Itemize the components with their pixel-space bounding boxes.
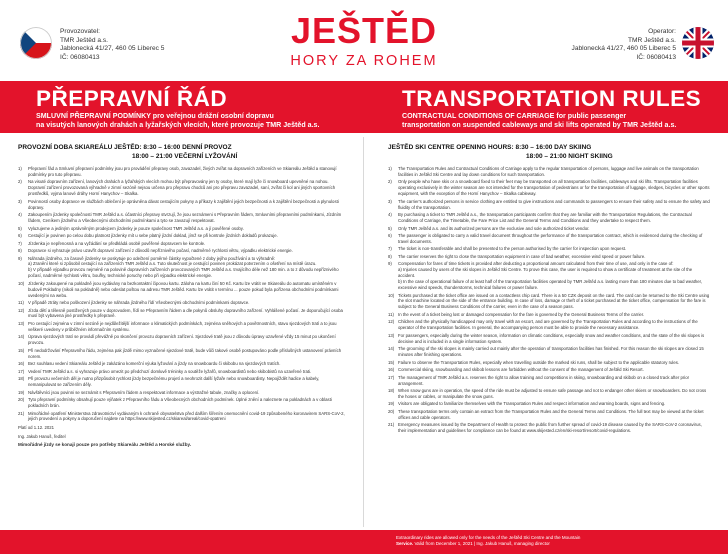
operator-street-cz: Jablonecká 41/27, 460 05 Liberec 5 [60,45,165,53]
rule-text: Zakoupením jízdenky společnosti TMR Ještěd a.s. účastníci přepravy stvrzují, že jsou seznámeni s Přepravním řádem, Smluvními přepravními podmínkami, Jízdním řádem, Ceníkem jízdného a Všeobecnými obchodními podmínkami a tyto se zavazují respektovat. [28,212,342,224]
rule-number: 8) [388,253,392,259]
rule-text: Children and the physically handicapped may only travel with an escort, and are governed by the Transportation Rules and according to the instructions of the operator of the transportation facilities. In general, the accompanying person must be able to provide the necessary assistance. [398,319,698,331]
rule-text: Visitors are obligated to familiarize themselves with the Transportation Rules and respect information and warning boards, signs and fencing. [398,401,666,407]
operator-company-cz: TMR Ještěd a.s. [60,36,109,44]
operator-ico-cz: IČ: 06080413 [60,53,100,61]
rule-number: 11) [388,311,394,317]
rule-item [388,360,710,366]
rule-text: Jízdenky zakoupené na pokladně jsou vydávány na bezkontaktní čipovou kartu. Záloha na kartu činí 50 Kč. Kartu lze vrátit ve Skiareálu do automatu umístěném v budově Pokladny (nikoli na pokladně) nebo odeslat poštou na adresu TMR Ještěd. Kartu lze vrátit v termínu ... pouze pokud byla pořízena obchodními podmínkami uvedenými na webu. [28,280,339,298]
rules-list-cz [18,166,346,422]
rule-number: 2) [18,179,22,185]
rule-number: 21) [18,410,25,416]
rule-text: Povinností osoby dopravce ve službách oblečení je oprávněna dávat cestujícím pokyny a příkazy k zajištění jejich bezpečnosti a k zajištění bezpečnosti a plynulosti dopravy. [28,198,339,210]
rule-item [388,422,710,434]
rule-number: 10) [388,292,395,298]
rule-number: 5) [18,225,22,231]
subtitle-en-line1: CONTRACTUAL CONDITIONS OF CARRIAGE for public passenger [402,112,627,120]
page-title-en: TRANSPORTATION RULES [402,86,702,111]
rule-item [388,226,710,232]
signature-cz: Ing. Jakub Hanuš, ředitel [18,434,66,440]
rule-text: Při nedodržování Přepravního řádu, zejména pak jízdě mimo vyznačené sjezdové tratě, bude vůči takové osobě postupováno podle příslušných ustanovení právních norem. [28,347,342,359]
rule-item [18,334,346,346]
rule-number: 4) [388,212,392,218]
rule-text: The Transportation Rules and Contractual Conditions of Carriage apply to the regular transportation of persons, luggage and live animals on the transportation facilities in Ještěd Ski Centre and lay down conditions for such transportation. [398,166,699,177]
footer-line2 [396,541,580,547]
operator-role-cz: Provozovatel: [60,28,100,35]
rule-text: Při provozu večerních děl je nutno přizpůsobit rychlost jízdy bezpečnému projetí a neohrozit další lyžaře nebo snowboardisty. Nepojíždět hadice a kabely, nemanipulovat se zařízením děly. [28,376,320,388]
rule-item [18,348,346,360]
rule-number: 1) [388,166,392,171]
rule-item [18,166,346,178]
rule-item [18,308,346,320]
jested-tagline: HORY ZA ROHEM [290,53,438,69]
rule-item [388,409,710,421]
rule-text: By purchasing a ticket to TMR Ještěd a.s., the transportation participants confirm that they are familiar with the Transportation Regulations, the Contractual Conditions of Carriage, the Timetable, the Fare Price List and the General Terms and Conditions and they undertake to respect them. [398,212,692,224]
rule-item [388,179,710,197]
rule-item [388,261,710,291]
rule-item [388,346,710,358]
rule-item [388,293,710,311]
rule-item [18,397,346,409]
rule-item [388,199,710,211]
header [0,0,728,80]
rule-item [18,321,346,333]
rule-text: In the event of a ticket being lost or damaged compensation for the fare is governed by the General Business Terms of the carrier. [398,311,645,317]
rule-number: 6) [18,233,22,239]
rule-item [18,300,346,306]
rule-number: 6) [388,233,392,239]
rule-number: 9) [388,261,392,267]
rule-item [18,248,346,254]
rule-text: Emergency measures issued by the Department of Health to protect the public from further spread of covid-19 disease caused by the SARS-CoV-2 coronavirus, their implementation and guidelines for compliance can be found at www.skijested.cz/en/ski-resort/resort/covid-regulations. [398,422,702,434]
valid-from-cz: Platí od 1.12. 2021 [18,425,55,431]
rule-number: 17) [388,374,395,380]
rule-item [388,375,710,387]
rule-text: Přepravní řád a Smluvní přepravní podmínky jsou pro provádění přepravy osob, zavazadel, živých zvířat na dopravních zařízeních ve Skiareálu Ještěd a stanovují podmínky pro tuto přepravu. [28,166,337,177]
rule-item [18,390,346,396]
rule-text: Vedení TMR Ještěd a.s. si vyhrazuje právo omezit po předchozí domluvě tréninky a soutěže lyžařů, snowboardistů nebo skibobistů na uzavřené trati. [28,368,312,374]
rule-number: 20) [18,397,25,403]
rule-number: 16) [388,367,395,373]
rule-item [18,179,346,197]
rule-item [388,246,710,252]
rule-number: 11) [18,300,24,306]
rule-text: Failure to observe the Transportation Rules, especially when travelling outside the marked ski runs, shall be subject to the applicable statutory rules. [398,359,680,365]
jested-logo: JEŠTĚD [290,10,438,51]
rule-number: 4) [18,212,22,218]
rule-number: 2) [388,179,392,185]
rule-number: 19) [388,401,395,407]
rule-number: 16) [18,361,25,367]
operator-street-en: Jablonecká 41/27, 460 05 Liberec 5 [571,45,676,53]
rule-number: 19) [18,389,25,395]
rule-number: 15) [18,347,25,353]
rule-item [18,361,346,367]
rules-column-cz [18,144,346,448]
rule-text: Mimořádné opatření Ministerstva zdravotnictví vydávaným k ochraně obyvatelstva před dalším šířením onemocnění covid-19 způsobeného koronavirem SARS-CoV-2, jejich provedení a pokyny a doporučení najdete na https://www.skijested.cz/skiareal/areal/covid-opatreni [28,410,345,422]
rule-text: These transportation terms only contain an extract from the Transportation Rules and the General Terms and Conditions. The full text may be viewed at the ticket offices and cable operators. [398,408,704,420]
rule-number: 3) [18,198,22,204]
rule-text: The passenger is obligated to carry a valid travel document throughout the performance of the transportation contract, which is evidenced during the checking of travel documents. [398,233,703,244]
rule-text: Jízdenka je nepřenosná a na vyžádání se předkládá osobě pověřené dopravcem ke kontrole. [28,240,206,246]
rule-number: 1) [18,166,22,171]
page-title-cz: PŘEPRAVNÍ ŘÁD [36,86,228,111]
rule-number: 12) [388,319,395,325]
footer-service: Service. [396,541,414,547]
rule-item [388,401,710,407]
rule-number: 13) [18,320,25,326]
rule-item [18,199,346,211]
rule-text: Vyluzujeme a jediným oprávněným prodejcem jízdenky je pouze společnost TMR Ještěd a.s. a jí pověřené osoby. [28,225,244,231]
rule-number: 3) [388,198,392,204]
rule-text: Commercial skiing, snowboarding and skibob lessons are forbidden without the consent of the management of Ještěd Ski Resort. [398,367,644,373]
opening-hours-en [388,144,710,161]
rule-text: Tickets purchased at the ticket office are issued on a contactless chip card. There is a 50 CZK deposit on the card. The card can be returned to the Ski Centre using the slot machine located on the side of the entrance building. In case of loss, damage or theft of a ticket purchased at the ticket office, compensation for the fare is subject to the General Business Conditions of the carrier, even in the case of a season pass. [398,292,710,310]
opening-hours-cz-day: PROVOZNÍ DOBA SKIAREÁLU JEŠTĚD: 8:30 – 16:00 DENNÍ PROVOZ [18,144,232,151]
title-banner [0,81,728,133]
rule-item [18,281,346,299]
opening-hours-cz [18,144,346,161]
rule-number: 10) [18,280,25,286]
rule-text: The grooming of the ski slopes is mainly carried out mainly after the operation of transportation facilities has finished. For this reason the ski slopes are closed 15 minutes after finishing operations. [398,346,704,358]
rule-item [388,254,710,260]
opening-hours-en-day: JEŠTĚD SKI CENTRE OPENING HOURS: 8:30 – 16:00 DAY SKIING [388,144,592,151]
rule-number: 17) [18,368,25,374]
rule-text: Only people who have skis or a snowboard fixed to their feet may be transported on all transportation facilities, cableways and ski lifts. Transportation facilities operating exclusively in the winter season are not intended for the transportation of pedestrians or for the transportation of luggage, sledges, bicycles or other sports equipment, with the exception of the Horní Hanychov – Skalka cableway. [398,179,710,197]
column-divider [363,137,364,527]
rule-number: 21) [388,422,395,428]
operator-company-en: TMR Ještěd a.s. [627,36,676,44]
rule-text: Dopravce si vyhrazuje právo uzavřít dopravní zařízení z důvodů nepříznivého počasí, nadměrné rychlosti větru, výpadku elektrické energie. [28,248,293,254]
rule-number: 14) [18,334,25,340]
rule-item [388,388,710,400]
rule-text: Compensation for fares of time tickets is provided after deducting a proportional amount calculated from their time of use, and only in the case of: a) Injuries caused by users of the ski slopes in Ještěd Ski Centre. To prove this case, the user is required to show a certificate of treatment at the site of the accident. b) In the case of operational failure of at least half of the transportation facilities operated by TMR Ještěd a.s. lasting more than 180 minutes due to bad weather, excessive wind speeds, thunderstorms, technical failures or power failure. [398,261,702,291]
rule-number: 20) [388,408,395,414]
subtitle-cz-line2: na visutých lanových drahách a lyžařských vlecích, které provozuje TMR Ještěd a.s. [36,121,320,129]
rule-text: The management of TMR Ještěd a.s. reserves the right to allow training and competitions in skiing, snowboarding and skibob on a closed track after prior arrangement. [398,374,690,386]
rule-number: 5) [388,225,392,231]
rule-item [388,319,710,331]
rule-text: The carrier's authorized persons in service clothing are entitled to give instructions and commands to passengers to ensure their safety and to ensure the safety and fluidity of the transportation. [398,198,710,210]
rule-item [18,369,346,375]
rule-item [18,212,346,224]
rule-text: V případě ztráty nebo poškození jízdenky se náhrada jízdného řídí Všeobecnými obchodními podmínkami dopravce. [28,300,250,306]
rule-text: For passengers, especially during the winter season, information on climatic conditions, especially snow and weather conditions, and the state of the ski slopes is decisive and is included in a single information system. [398,332,705,344]
footer-valid-from: Valid from December 1, 2021 | Ing. Jakub Hanuš, managing director [413,541,550,547]
uk-flag-icon [682,27,714,59]
rule-item [18,241,346,247]
extraordinary-rides-note-cz: Mimořádné jízdy se konají pouze pro potřeby Skiareálu Ještěd a Horské služby. [18,442,191,448]
rule-item [388,166,710,178]
rule-text: The ticket is non-transferable and shall be presented to the person authorised by the carrier for inspection upon request. [398,246,627,252]
rule-text: Bez souhlasu vedení Skiareálu Ještěd je zakázáno komerční výuka lyžování a jízdy na snowboardu či skibobu na sjezdových tratích. [28,361,281,367]
rule-text: Úprava sjezdových tratí se provádí převážně po skončení provozu dopravních zařízení. Sjezdové tratě jsou z důvodu úpravy uzavřené vždy 15 minut po ukončení provozu. [28,334,336,346]
rule-number: 7) [388,246,392,252]
rule-text: Cestující je povinen po celou dobu platnost jízdenky mít u sebe platný jízdní doklad, jímž se při kontrole jízdních dokladů prokazuje. [28,233,278,239]
operator-address-en [572,28,676,62]
opening-hours-en-night: 18:00 – 21:00 NIGHT SKIING [526,152,613,160]
rule-item [388,233,710,245]
subtitle-en-line2: transportation on suspended cableways and ski lifts operated by TMR Ještěd a.s. [402,121,677,129]
rule-item [388,367,710,373]
rule-number: 14) [388,346,395,352]
rule-text: When snow guns are in operation, the speed of the ride must be adjusted to ensure safe passage and not to endanger other skiers or snowboarders. Do not cross the hoses or cables, or manipulate the snow guns. [398,388,707,399]
rule-number: 12) [18,307,25,313]
subtitle-cz-line1: SMLUVNÍ PŘEPRAVNÍ PODMÍNKY pro veřejnou drážní osobní dopravu [36,112,274,120]
rule-number: 13) [388,332,395,338]
rule-number: 18) [18,376,25,382]
operator-ico-en: IČ: 06080413 [636,53,676,61]
rule-item [388,212,710,224]
footer-line1: Extraordinary rides are allowed only for the needs of the Ještěd Ski Centre and the Mountain [396,535,581,540]
footer-bar [0,530,728,554]
operator-role-en: Operator: [648,28,676,35]
footer-text [396,535,580,548]
rule-text: Návštěvníci jsou povinni se seznámit s Přepravním řádem a respektovat informace a výstražné tabule, značky a oplocení. [28,389,260,395]
rule-number: 18) [388,388,395,393]
rule-text: Jízda dětí a tělesně postižených pouze v doprovodem, řídí se Přepravním řádem a dle pokynů obsluhy dopravního zařízení. Vyhlášené počasí. Je doporučující osoba musí být vybavena jiné prostředky k přepravě. [28,307,343,319]
rule-number: 9) [18,255,22,261]
rule-text: Náhrada jízdného, za časově jízdenky se poskytuje po odečtení poměrné částky vypočtené z doby jejího používání a to výhradně: a) Zranění které si způsobil cestující na zařízeních TMR Ještěd a.s. Tuto skutečnost je cestující povinen prokázat potvrzením o ošetření na místě úrazu. b) V případě výpadku provozu nejméně na polovině dopravních zařízeních provozovaných TMR Ještěd a.s. trvajícího déle než 180 min. a to z důvodu nepříznivého počasí, nadměrné rychlosti větru, bouřky, technické poruchy nebo při výpadku elektrické energie. [28,255,339,279]
rule-number: 15) [388,359,395,365]
rule-text: Pro cestující zejména v zimní sezóně je nejdůležitější informace o klimatických podmínkách, zejména sněhových a povětrnostních, stavu sjezdových tratí a to jsou veškeré uvedeny v průběžném informačním systému. [28,320,337,332]
rule-text: Only TMR Ještěd a.s. and its authorized persons are the exclusive and sole authorized ticket vendor. [398,225,590,231]
rule-number: 7) [18,240,22,246]
rules-list-en [388,166,710,434]
title-block-cz [36,81,378,130]
rule-item [18,376,346,388]
rule-item [18,411,346,423]
rule-item [18,233,346,239]
rule-item [18,226,346,232]
rules-column-en [388,144,710,436]
rule-text: Tyto přepravní podmínky obsahují pouze výňatek z Přepravního řádu a Všeobecných obchodních podmínek. Úplné znění a naleznete na pokladnách a v oblasti pokladních brán. [28,397,332,408]
rule-text: Na visuté dopravním zařízení, lanových drahách a lyžařských vlecích mohou být přepravovány jen ty osoby, které mají lyže či snowboard upevněné na nohou. Dopravní zařízení provozovaná výhradně v zimní sezóně nejsou určena pro přepravu chodců ani pro přepravu zavazadel, saní, zvířat či kol ani jiných sportovních prostředků, vyjma lanové dráhy Horní Hanychov – Skalka. [28,179,336,197]
rule-item [388,333,710,345]
rule-number: 8) [18,248,22,254]
title-block-en [402,81,728,130]
opening-hours-cz-night: 18:00 – 21:00 VEČERNÍ LYŽOVÁNÍ [132,152,238,160]
rule-item [388,312,710,318]
rule-text: The carrier reserves the right to close the transportation equipment in case of bad weather, excessive wind speed or power failure. [398,253,646,259]
rule-item [18,256,346,280]
